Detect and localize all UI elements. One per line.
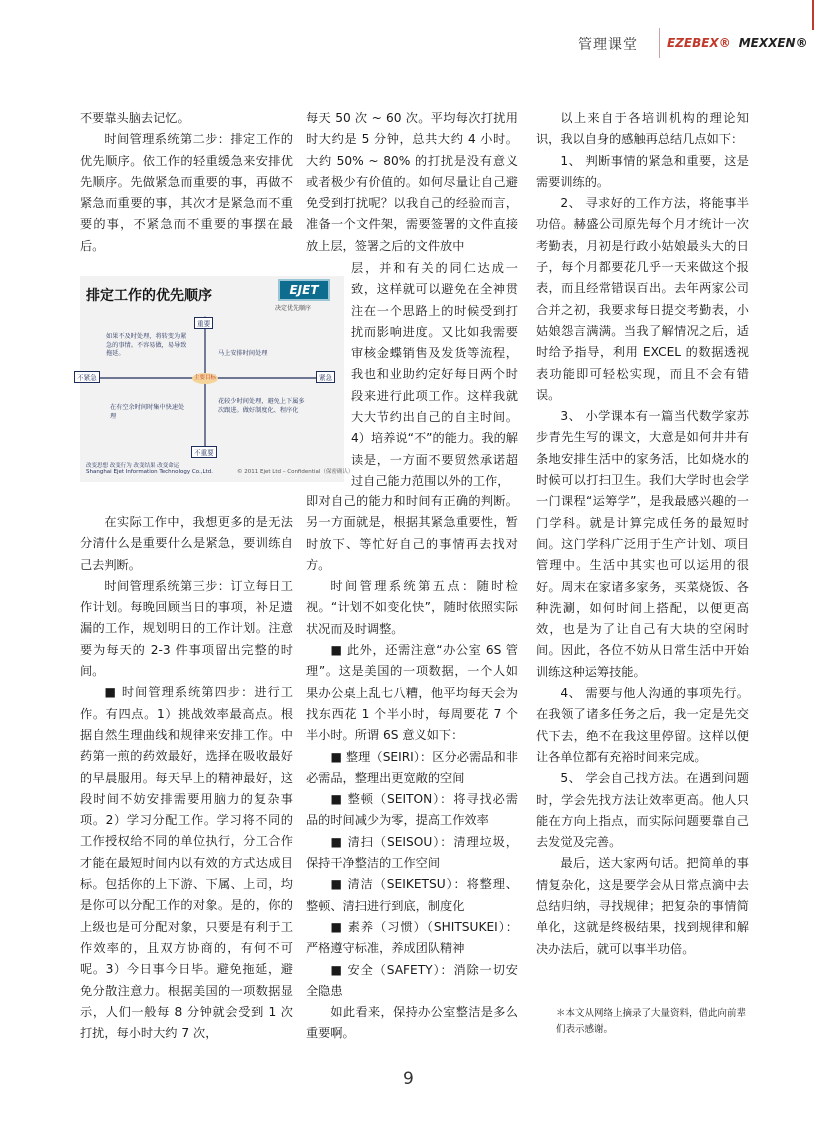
list-item: 2、 寻求好的工作方法，将能事半功倍。赫盛公司原先每个月才统计一次考勤表，月初是行政小姑娘最头大的日子，每个月都要花几乎一天来做这个报表，而且经常错误百出。去年两家公司合并之初，我要求每日提交考勤表，小姑娘怨言满满。当我了解情况之后，适时给予指导，利用 EXCEL 的数据透视表功能即可轻松实现，而且不会有错误。: [536, 196, 749, 402]
list-item: 1、 判断事情的紧急和重要，这是需要训练的。: [536, 153, 749, 189]
center-goal-badge: 主要目标: [192, 373, 218, 384]
paragraph: 以上来自于各培训机构的理论知识，我以自身的感触再总结几点如下：: [536, 111, 749, 147]
quadrant-bottom-left: 在有空余时间时集中快速处理: [110, 404, 185, 420]
list-item: ■ 清扫（SEISOU）：清理垃圾，保持干净整洁的工作空间: [306, 834, 518, 871]
paragraph: 如此看来，保持办公室整洁是多么重要啊。: [306, 1005, 518, 1041]
footnote: ＊本文从网络上摘录了大量资料，借此向前辈们表示感谢。: [556, 1008, 747, 1035]
axis-label-urgent: 紧急: [316, 371, 335, 383]
paragraph: 时间管理系统第三步：订立每日工作计划。每晚回顾当日的事项，补足遗漏的工作，规划明日的工作计划。注意要为每天的 2-3 件事项留出完整的时间。: [80, 578, 293, 679]
axis-label-important: 重要: [194, 317, 213, 329]
column-2-wrap: [351, 258, 518, 492]
brand-ezebex-logo: EZEBEX®: [667, 36, 731, 50]
paragraph: ■ 时间管理系统第四步：进行工作。有四点。1）挑战效率最高点。根据自然生理曲线和规律来安排工作。中药第一煎的药效最好，选择在吸收最好的早晨服用。每天早上的精神最好，这段时间不妨安排需要用脑力的复杂事项。2）学习分配工作。学习将不同的工作授权给不同的单位执行，分工合作才能在最短时间内以有效的方式达成目标。包括你的上下游、下属、上司，均是你可以分配工作的对象。是的，你的上级也是可分配对象，只要是有利于工作效率的，且双方协商的，有何不可呢。3）今日事今日毕。避免拖延，避免分散注意力。根据美国的一项数据显示，人们一般每 8 分钟就会受到 1 次打扰，每小时大约 7 次，: [80, 685, 293, 1041]
paragraph: ■ 此外，还需注意“办公室 6S 管理”。这是美国的一项数据，一个人如果办公桌上乱七八糟，他平均每天会为找东西花 1 个半小时，每周要花 7 个半小时。所谓 6S 意义如下：: [306, 643, 518, 743]
list-item: ■ 整顿（SEITON）：将寻找必需品的时间减少为零，提高工作效率: [306, 792, 518, 828]
paragraph: 最后，送大家两句话。把简单的事情复杂化，这是要学会从日常点滴中去总结归纳，寻找规律；把复杂的事情简单化，这就是终极结果，找到规律和解决办法后，就可以事半功倍。: [536, 856, 749, 956]
logo-subtitle: 决定优先顺序: [275, 305, 312, 312]
section-title: 管理课堂: [578, 37, 638, 53]
quadrant-top-right: 马上安排时间处理: [218, 350, 268, 357]
axis-label-not-important: 不重要: [191, 446, 217, 458]
figure-copyright: © 2011 Ejet Ltd – Confidential（保密确认）: [237, 469, 354, 475]
list-item: 3、 小学课本有一篇当代数学家苏步青先生写的课文，大意是如何井井有条地安排生活中的家务活，比如烧水的时候可以打扫卫生。我们大学时也会学一门课程“运筹学”，是我最感兴趣的一门学科。就是计算完成任务的最短时间。这门学科广泛用于生产计划、项目管理中。生活中其实也可以运用的很好。周末在家诸多家务，买菜烧饭、各种洗涮，如何时间上搭配，以便更高效，也是为了让自己有大块的空闲时间。因此，各位不妨从日常生活中开始训练这种运筹技能。: [536, 409, 749, 679]
page-number: 9: [403, 1069, 414, 1089]
priority-matrix-figure: [77, 276, 354, 482]
paragraph: 层，并和有关的同仁达成一致，这样就可以避免在全神贯注在一个思路上的时候受到打扰而影响进度。又比如我需要审核金蝶销售及发货等流程，我也和业助约定好每日两个时段来进行此项工作。这样我就大大节约出自己的自主时间。4）培养说“不”的能力。我的解读是，一方面不要贸然承诺超过自己能力范围以外的工作，: [351, 261, 518, 488]
paragraph: 时间管理系统第二步：排定工作的优先顺序。依工作的轻重缓急来安排优先顺序。先做紧急而重要的事，再做不紧急而重要的事，其次才是紧急而不重要的事，不紧急而不重要的事摆在最后。: [80, 132, 293, 253]
list-item: ■ 整理（SEIRI）：区分必需品和非必需品，整理出更宽敞的空间: [306, 749, 518, 785]
paragraph: 即对自己的能力和时间有正确的判断。另一方面就是，根据其紧急重要性，暂时放下、等忙好自己的事情再去找对方。: [306, 494, 518, 572]
figure-slogan: 改变思想 改变行为 改变结果 改变命运: [86, 463, 180, 469]
list-item: ■ 安全（SAFETY）：消除一切安全隐患: [306, 962, 518, 998]
brand-logos: [667, 36, 808, 50]
list-item: ■ 清洁（SEIKETSU）：将整理、整顿、清扫进行到底，制度化: [306, 877, 518, 913]
list-item: ■ 素养（习惯）（SHITSUKEI）：严格遵守标准，养成团队精神: [306, 919, 518, 956]
figure-company: Shanghai Ejet Information Technology Co.,Ltd.: [86, 469, 213, 475]
ejet-logo: EJET: [278, 279, 330, 301]
column-2-bottom: [306, 491, 518, 1045]
quadrant-bottom-right: 花较少时间处理，避免上下属多次跟进。做好制度化、程序化: [218, 398, 305, 414]
list-item: 4、 需要与他人沟通的事项先行。在我领了诸多任务之后，我一定是先交代下去，绝不在我这里停留。这样以便让各单位都有充裕时间来完成。: [536, 686, 749, 764]
column-3: [536, 108, 749, 960]
header-accent-bar: [812, 0, 814, 30]
paragraph: 不要靠头脑去记忆。: [80, 111, 190, 125]
paragraph: 时间管理系统第五点：随时检视。“计划不如变化快”，随时依照实际状况而及时调整。: [306, 579, 518, 636]
header-divider: [659, 28, 660, 58]
quadrant-top-left: 如果不及时处理，将转变为紧急的事情。不容易做，易导致拖延。: [106, 333, 187, 357]
paragraph: 在实际工作中，我想更多的是无法分清什么是重要什么是紧急，要训练自己去判断。: [80, 515, 293, 572]
axis-label-not-urgent: 不紧急: [74, 371, 100, 383]
column-1-top: [80, 108, 293, 257]
list-item: 5、 学会自己找方法。在遇到问题时，学会先找方法让效率更高。他人只能在方向上指点，而实际问题要靠自己去发觉及完善。: [536, 771, 749, 850]
brand-mexxen-logo: MEXXEN®: [738, 36, 808, 50]
paragraph: 每天 50 次 ~ 60 次。平均每次打扰用时大约是 5 分钟，总共大约 4 小时。大约 50% ~ 80% 的打扰是没有意义或者极少有价值的。如何尽量让自己避免受到打扰呢？以我自己的经验而言，准备一个文件架，需要签署的文件直接放上层，签署之后的文件放中: [306, 111, 518, 253]
column-1-bottom: [80, 512, 293, 1044]
column-2-top: [306, 108, 518, 257]
figure-title: 排定工作的优先顺序: [86, 288, 212, 304]
